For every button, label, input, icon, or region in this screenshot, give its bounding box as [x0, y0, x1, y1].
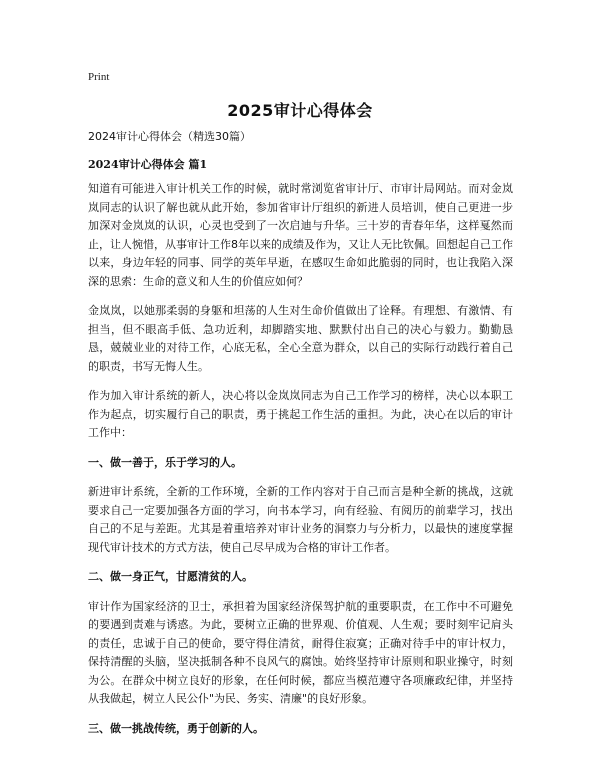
- section-heading: 一、做一善于，乐于学习的人。: [88, 455, 242, 469]
- body-paragraph: 作为加入审计系统的新人，决心将以金岚岚同志为自己工作学习的榜样，决心以本职工作为起点，切实履行自己的职责，勇于挑起工作生活的重担。为此，决心在以后的审计工作中：: [88, 389, 513, 439]
- section-heading: 二、做一身正气，甘愿清贫的人。: [88, 570, 253, 583]
- body-paragraph: 金岚岚，以她那柔弱的身躯和坦荡的人生对生命价值做出了诠释。有理想、有激情、有担当，但不眼高手低、急功近利，却脚踏实地、默默付出自己的决心与毅力。勤勤恳恳，兢兢业业的对待工作，心底无私，全心全意为群众，以自己的实际行动践行着自己的职责，书写无悔人生。: [88, 304, 513, 373]
- document-body: [88, 128, 513, 749]
- piece-heading: 2024审计心得体会 篇1: [88, 157, 208, 171]
- document-subtitle: 2024审计心得体会（精选30篇）: [88, 130, 251, 143]
- section-paragraph: 审计作为国家经济的卫士，承担着为国家经济保驾护航的重要职责，在工作中不可避免的要遇到责难与诱惑。为此，要树立正确的世界观、价值观、人生观；要时刻牢记肩头的责任，忠诚于自己的使命，要守得住清贫，耐得住寂寞；正确对待手中的审计权力，保持清醒的头脑，坚决抵制各种不良风气的腐蚀。始终坚持审计原则和职业操守，时刻为公。在群众中树立良好的形象，在任何时候，都应当模范遵守各项廉政纪律，并坚持从我做起，树立人民公仆"为民、务实、清廉"的良好形象。: [88, 599, 513, 705]
- section-heading: 三、做一挑战传统，勇于创新的人。: [88, 721, 264, 735]
- section-paragraph: 新进审计系统，全新的工作环境，全新的工作内容对于自己而言是种全新的挑战，这就要求自己一定要加强各方面的学习，向书本学习，向有经验、有阅历的前辈学习，找出自己的不足与差距。尤其是着重培养对审计业务的洞察力与分析力，以最快的速度掌握现代审计技术的方式方法，使自己尽早成为合格的审计工作者。: [88, 485, 513, 554]
- document-title: 2025审计心得体会: [227, 101, 373, 120]
- body-paragraph: 知道有可能进入审计机关工作的时候，就时常浏览省审计厅、市审计局网站。而对金岚岚同志的认识了解也就从此开始，参加省审计厅组织的新进人员培训，使自己更进一步加深对金岚岚的认识，心灵也受到了一次启迪与升华。三十岁的青春年华，这样戛然而止，让人惋惜，从事审计工作8年以来的成绩及作为，又让人无比钦佩。回想起自己工作以来，身边年轻的同事、同学的英年早逝，在感叹生命如此脆弱的同时，也让我陷入深深的思索：生命的意义和人生的价值应如何？: [88, 182, 513, 288]
- print-label: Print: [88, 71, 110, 83]
